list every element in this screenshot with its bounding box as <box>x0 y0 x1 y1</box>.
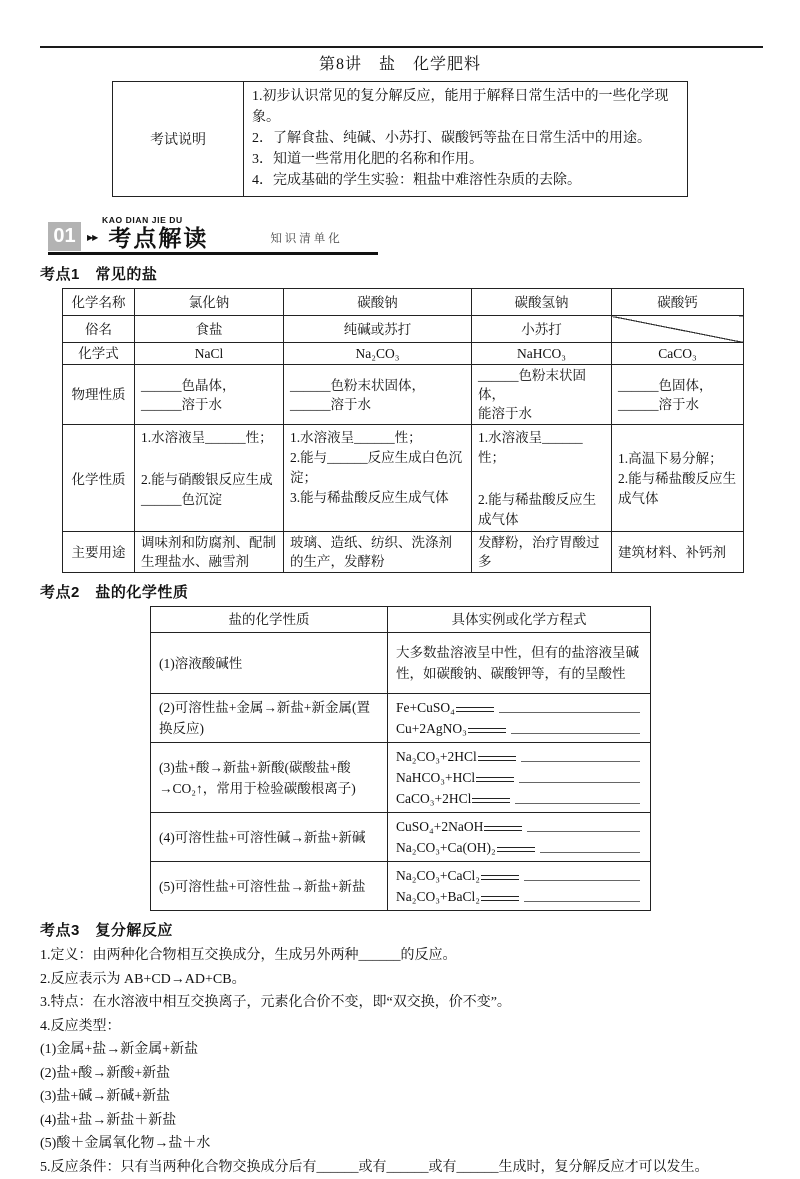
answer-blank <box>519 769 640 783</box>
table-row <box>63 425 744 532</box>
table-row <box>151 862 651 911</box>
property-cell: (5)可溶性盐+可溶性盐→新盐+新盐 <box>151 862 388 911</box>
cell-physical: ______色粉末状固体， 能溶于水 <box>472 365 612 425</box>
text-line: (2)盐+酸→新酸+新盐 <box>40 1062 764 1086</box>
table-row <box>63 343 744 365</box>
banner-subtitle: 知识清单化 <box>270 230 343 246</box>
document-page <box>0 46 800 1178</box>
example-cell <box>388 743 651 813</box>
answer-blank <box>524 867 640 881</box>
salt-properties-table <box>150 606 651 911</box>
equation-line: Na₂CO₃+CaCl₂ <box>396 865 642 886</box>
column-header: 盐的化学性质 <box>151 607 388 633</box>
section-number-badge: 01 <box>48 222 81 251</box>
double-line-equals <box>481 875 519 880</box>
row-header: 物理性质 <box>63 365 135 425</box>
example-cell <box>388 694 651 743</box>
exam-label-cell: 考试说明 <box>113 82 244 197</box>
text-line: (1)金属+盐→新金属+新盐 <box>40 1038 764 1062</box>
table-row <box>63 289 744 316</box>
cell-chemical: 1.高温下易分解； 2.能与稀盐酸反应生成气体 <box>612 425 744 532</box>
table-row <box>63 365 744 425</box>
answer-blank <box>521 748 640 762</box>
section-banner <box>48 214 800 251</box>
equation-line: Cu+2AgNO₃ <box>396 718 642 739</box>
cell-common-name: 纯碱或苏打 <box>284 316 472 343</box>
exam-note-table <box>112 81 688 197</box>
cell-physical: ______色晶体， ______溶于水 <box>135 365 284 425</box>
table-row <box>151 743 651 813</box>
answer-blank <box>540 839 640 853</box>
kaodian3-body <box>40 944 764 1179</box>
equation-line: NaHCO₃+HCl <box>396 767 642 788</box>
example-cell: 大多数盐溶液呈中性，但有的盐溶液呈碱性，如碳酸钠、碳酸钾等，有的呈酸性 <box>388 633 651 694</box>
answer-blank <box>499 699 640 713</box>
example-cell <box>388 813 651 862</box>
equation-line: Na₂CO₃+Ca(OH)₂ <box>396 837 642 858</box>
row-header: 化学式 <box>63 343 135 365</box>
diagonal-empty-cell <box>612 316 744 343</box>
double-line-equals <box>468 728 506 733</box>
cell-formula: CaCO₃ <box>612 343 744 365</box>
double-line-equals <box>484 826 522 831</box>
table-row <box>63 532 744 573</box>
equation-line: Na₂CO₃+BaCl₂ <box>396 886 642 907</box>
cell-chemical: 1.水溶液呈______性； 2.能与稀盐酸反应生成气体 <box>472 425 612 532</box>
equation-line: Na₂CO₃+2HCl <box>396 746 642 767</box>
equation-line: CuSO₄+2NaOH <box>396 816 642 837</box>
text-line: (5)酸＋金属氧化物→盐＋水 <box>40 1132 764 1156</box>
cell-name-nahco3: 碳酸氢钠 <box>472 289 612 316</box>
answer-blank <box>527 818 640 832</box>
property-cell: (2)可溶性盐+金属→新盐+新金属(置换反应) <box>151 694 388 743</box>
cell-formula: Na₂CO₃ <box>284 343 472 365</box>
text-line: 1.定义：由两种化合物相互交换成分，生成另外两种______的反应。 <box>40 944 764 968</box>
row-header: 主要用途 <box>63 532 135 573</box>
table-row <box>113 82 688 197</box>
answer-blank <box>511 720 640 734</box>
exam-item: 4．完成基础的学生实验：粗盐中难溶性杂质的去除。 <box>252 170 679 191</box>
row-header: 化学名称 <box>63 289 135 316</box>
table-row <box>151 813 651 862</box>
cell-name-caco3: 碳酸钙 <box>612 289 744 316</box>
double-line-equals <box>478 756 516 761</box>
exam-item: 2．了解食盐、纯碱、小苏打、碳酸钙等盐在日常生活中的用途。 <box>252 128 679 149</box>
property-cell: (3)盐+酸→新盐+新酸(碳酸盐+酸→CO₂↑，常用于检验碳酸根离子) <box>151 743 388 813</box>
text-line: 5.反应条件：只有当两种化合物交换成分后有______或有______或有______生成时，复分解反应才可以发生。 <box>40 1156 764 1179</box>
property-cell: (4)可溶性盐+可溶性碱→新盐+新碱 <box>151 813 388 862</box>
property-cell: (1)溶液酸碱性 <box>151 633 388 694</box>
cell-uses: 发酵粉，治疗胃酸过多 <box>472 532 612 573</box>
table-row <box>151 633 651 694</box>
cell-physical: ______色固体， ______溶于水 <box>612 365 744 425</box>
text-line: (4)盐+盐→新盐＋新盐 <box>40 1109 764 1133</box>
answer-blank <box>524 888 640 902</box>
cell-physical: ______色粉末状固体， ______溶于水 <box>284 365 472 425</box>
double-line-equals <box>497 847 535 852</box>
cell-chemical: 1.水溶液呈______性； 2.能与硝酸银反应生成______色沉淀 <box>135 425 284 532</box>
text-line: 4.反应类型： <box>40 1015 764 1039</box>
equation-line: Fe+CuSO₄ <box>396 697 642 718</box>
banner-rule <box>48 252 378 255</box>
cell-common-name: 食盐 <box>135 316 284 343</box>
exam-item: 1.初步认识常见的复分解反应，能用于解释日常生活中的一些化学现象。 <box>252 86 679 128</box>
double-arrow-icon: ▶▶ <box>87 226 97 250</box>
kaodian3-heading: 考点3 复分解反应 <box>40 919 800 940</box>
row-header: 化学性质 <box>63 425 135 532</box>
exam-items-cell <box>244 82 688 197</box>
cell-formula: NaCl <box>135 343 284 365</box>
double-line-equals <box>481 896 519 901</box>
row-header: 俗名 <box>63 316 135 343</box>
banner-title-block <box>87 215 208 251</box>
double-line-equals <box>472 798 510 803</box>
kaodian2-heading: 考点2 盐的化学性质 <box>40 581 800 602</box>
answer-blank <box>515 790 640 804</box>
page-title: 第8讲 盐 化学肥料 <box>0 51 800 74</box>
text-line: (3)盐+碱→新碱+新盐 <box>40 1085 764 1109</box>
kaodian1-heading: 考点1 常见的盐 <box>40 263 800 284</box>
table-row <box>151 607 651 633</box>
cell-name-na2co3: 碳酸钠 <box>284 289 472 316</box>
cell-uses: 建筑材料、补钙剂 <box>612 532 744 573</box>
example-cell <box>388 862 651 911</box>
cell-common-name: 小苏打 <box>472 316 612 343</box>
equation-line: CaCO₃+2HCl <box>396 788 642 809</box>
cell-uses: 玻璃、造纸、纺织、洗涤剂的生产，发酵粉 <box>284 532 472 573</box>
column-header: 具体实例或化学方程式 <box>388 607 651 633</box>
exam-item: 3．知道一些常用化肥的名称和作用。 <box>252 149 679 170</box>
banner-pinyin: KAO DIAN JIE DU <box>87 215 208 225</box>
cell-name-nacl: 氯化钠 <box>135 289 284 316</box>
common-salts-table <box>62 288 744 573</box>
text-line: 2.反应表示为 AB+CD→AD+CB。 <box>40 968 764 992</box>
cell-chemical: 1.水溶液呈______性； 2.能与______反应生成白色沉淀； 3.能与稀盐酸反应生成气体 <box>284 425 472 532</box>
top-rule <box>40 46 763 48</box>
double-line-equals <box>476 777 514 782</box>
cell-formula: NaHCO₃ <box>472 343 612 365</box>
table-row <box>151 694 651 743</box>
double-line-equals <box>456 707 494 712</box>
text-line: 3.特点：在水溶液中相互交换离子，元素化合价不变，即“双交换，价不变”。 <box>40 991 764 1015</box>
cell-uses: 调味剂和防腐剂、配制生理盐水、融雪剂 <box>135 532 284 573</box>
banner-title: 考点解读 <box>108 225 208 251</box>
table-row <box>63 316 744 343</box>
